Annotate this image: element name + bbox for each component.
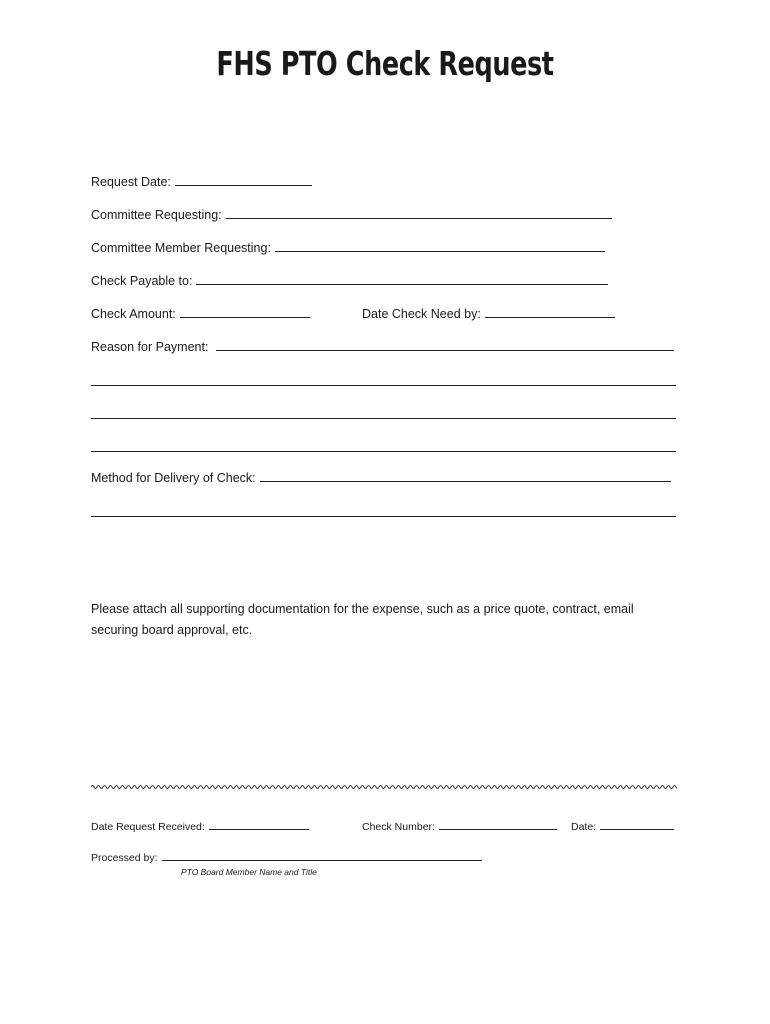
date-label: Date: [571, 821, 597, 833]
request-date-row [91, 173, 312, 189]
date-received-line[interactable] [209, 819, 309, 830]
check-number-line[interactable] [439, 819, 557, 830]
check-number-label: Check Number: [362, 821, 435, 833]
committee-member-line[interactable] [275, 239, 605, 252]
check-payable-line[interactable] [196, 272, 608, 285]
check-amount-row [91, 305, 310, 321]
committee-requesting-label: Committee Requesting: [91, 208, 222, 222]
date-received-label: Date Request Received: [91, 821, 205, 833]
date-check-needed-label: Date Check Need by: [362, 307, 481, 321]
date-row [571, 819, 674, 833]
method-delivery-line-2[interactable] [91, 516, 676, 517]
date-received-row [91, 819, 309, 833]
check-amount-label: Check Amount: [91, 307, 176, 321]
committee-member-label: Committee Member Requesting: [91, 241, 271, 255]
committee-requesting-line[interactable] [226, 206, 612, 219]
date-check-needed-row [362, 305, 615, 321]
method-delivery-row [91, 469, 671, 485]
page-title: FHS PTO Check Request [216, 44, 554, 83]
date-line[interactable] [600, 819, 674, 830]
method-delivery-label: Method for Delivery of Check: [91, 471, 256, 485]
committee-requesting-row [91, 206, 612, 222]
reason-line-2[interactable] [91, 385, 676, 386]
wavy-divider [91, 783, 677, 791]
check-amount-line[interactable] [180, 305, 310, 318]
processed-by-row [91, 850, 482, 864]
committee-member-row [91, 239, 605, 255]
processed-by-label: Processed by: [91, 852, 158, 864]
check-payable-row [91, 272, 608, 288]
processed-by-caption: PTO Board Member Name and Title [181, 867, 317, 877]
check-payable-label: Check Payable to: [91, 274, 193, 288]
supporting-docs-note: Please attach all supporting documentation for the expense, such as a price quote, contract, email securing board approval, etc. [91, 602, 634, 637]
reason-line-4[interactable] [91, 451, 676, 452]
method-delivery-line[interactable] [260, 469, 671, 482]
request-date-label: Request Date: [91, 175, 171, 189]
reason-line[interactable] [216, 338, 674, 351]
processed-by-line[interactable] [162, 850, 482, 861]
date-check-needed-line[interactable] [485, 305, 615, 318]
check-number-row [362, 819, 557, 833]
reason-row [91, 338, 674, 354]
request-date-line[interactable] [175, 173, 312, 186]
reason-label: Reason for Payment: [91, 340, 209, 354]
reason-line-3[interactable] [91, 418, 676, 419]
